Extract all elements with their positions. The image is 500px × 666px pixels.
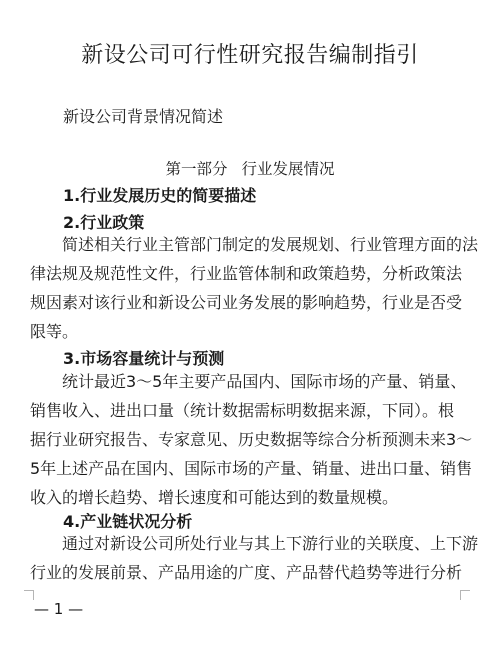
paragraph-line: 收入的增长趋势、增长速度和可能达到的数量规模。 (30, 488, 399, 507)
document-subtitle: 新设公司背景情况简述 (63, 107, 224, 126)
paragraph-line: 通过对新设公司所处行业与其上下游行业的关联度、上下游 (30, 534, 479, 553)
section-heading-policy: 2.行业政策 (63, 213, 145, 232)
paragraph-line: 销售收入、进出口量（统计数据需标明数据来源，下同）。根 (30, 401, 455, 420)
paragraph-line: 规因素对该行业和新设公司业务发展的影响趋势，行业是否受 (30, 293, 463, 312)
part-number: 第一部分 (165, 160, 228, 178)
paragraph-line: 行业的发展前景、产品用途的广度、产品替代趋势等进行分析 (30, 563, 463, 582)
paragraph-line: 统计最近3～5年主要产品国内、国际市场的产量、销量、 (30, 372, 467, 391)
paragraph-line: 简述相关行业主管部门制定的发展规划、行业管理方面的法 (30, 235, 479, 254)
margin-corner-mark-left (24, 590, 34, 600)
paragraph-line: 限等。 (30, 322, 79, 341)
paragraph-line: 5年上述产品在国内、国际市场的产量、销量、进出口量、销售 (30, 459, 473, 478)
margin-corner-mark-right (460, 590, 470, 600)
paragraph-line: 律法规及规范性文件，行业监管体制和政策趋势，分析政策法 (30, 264, 463, 283)
paragraph-line: 据行业研究报告、专家意见、历史数据等综合分析预测未来3～ (30, 430, 473, 449)
section-heading-industry-chain: 4.产业链状况分析 (63, 512, 193, 531)
paragraph-market (30, 367, 473, 512)
paragraph-industry-chain (30, 529, 479, 587)
paragraph-policy (30, 230, 479, 346)
page-number: — 1 — (34, 600, 84, 618)
part-heading (0, 157, 500, 179)
document-title: 新设公司可行性研究报告编制指引 (81, 43, 419, 68)
section-heading-history: 1.行业发展历史的简要描述 (63, 186, 257, 205)
section-heading-market: 3.市场容量统计与预测 (63, 349, 225, 368)
part-name: 行业发展情况 (241, 160, 335, 178)
